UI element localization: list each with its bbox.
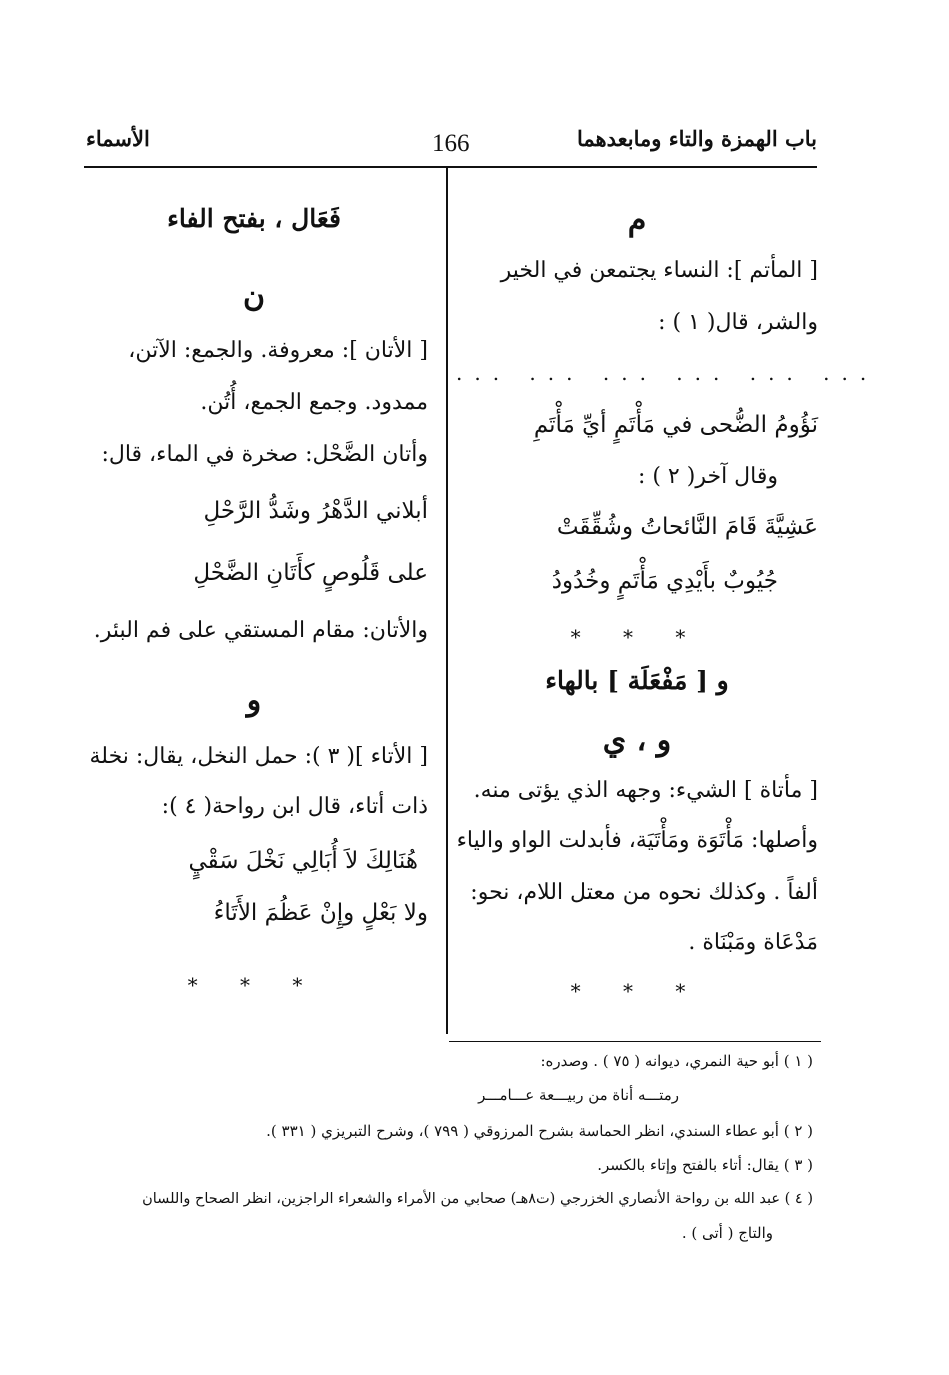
section-title: الأسماء xyxy=(86,126,150,151)
section-heading-faal: فَعَال ، بفتح الفاء xyxy=(167,204,341,233)
header-rule xyxy=(84,166,817,168)
verse-ellipsis: ... ... ... ... ... ... xyxy=(456,361,879,385)
verse2-line2: جُيُوبٌ بأَيْدِي مَأْتَمٍ وخُدُودُ xyxy=(551,568,778,594)
entry-matat-line1: [ مأتاة ] الشيء: وجهه الذي يؤتى منه. xyxy=(473,778,818,803)
section-heading-mafala: و [ مَفْعَلَة ] بالهاء xyxy=(545,666,729,695)
entry-matat-line3: ألفاً . وكذلك نحوه من معتل اللام، نحو: xyxy=(470,880,818,905)
column-divider xyxy=(446,168,448,1034)
separator-stars: * * * xyxy=(570,625,704,649)
entry-atan-line1: [ الأتان ]: معروفة. والجمع: الآتن، xyxy=(128,338,428,363)
entry-atan-well: والأتان: مقام المستقي على فم البئر. xyxy=(93,618,428,643)
footnote-2: ( ٢ ) أبو عطاء السندي، انظر الحماسة بشرح المرزوقي ( ٧٩٩ )، وشرح التبريزي ( ٣٣١ ). xyxy=(266,1122,813,1140)
verse-ataa-line2: ولا بَعْلٍ وإِنْ عَظُمَ الأَتَاءُ xyxy=(213,900,428,926)
verse1: نَؤُومُ الضُّحى في مَأْتَمٍ أيِّ مَأْتَمِ xyxy=(533,412,818,438)
entry-matam-line2: والشر، قال( ١ ) : xyxy=(658,310,818,335)
letter-heading-nun: ن xyxy=(242,279,266,314)
footnote-3: ( ٣ ) يقال: أتاء بالفتح وإتاء بالكسر. xyxy=(597,1156,813,1174)
footnote-1: ( ١ ) أبو حية النمري، ديوانه ( ٧٥ ) . وصدره: xyxy=(540,1052,813,1070)
end-stars-right: * * * xyxy=(570,979,704,1003)
entry-matat-line4: مَدْعَاة ومَبْنَاة . xyxy=(688,930,818,955)
letter-heading-mim: م xyxy=(627,203,647,238)
verse-atan-line2: على قَلُوصٍ كأَتَانِ الضَّحْلِ xyxy=(193,560,428,586)
qala-akhar: وقال آخر( ٢ ) : xyxy=(637,464,778,489)
end-stars-left: * * * xyxy=(187,973,321,997)
letter-heading-waw: و xyxy=(246,683,262,718)
entry-atan-dahl: وأتان الضَّحْل: صخرة في الماء، قال: xyxy=(101,442,428,467)
entry-ataa-line1: [ الأتاء ]( ٣ ): حمل النخل، يقال: نخلة xyxy=(89,744,428,769)
verse2-line1: عَشِيَّةَ قَامَ النَّائحاتُ وشُقِّقَتْ xyxy=(556,514,818,540)
footnote-1-verse: رمتـــه أناة من ربيـــعة عـــامـــر xyxy=(478,1086,679,1104)
footnote-4-line2: والتاج ( أتى ) . xyxy=(681,1224,773,1242)
entry-atan-line2: ممدود. وجمع الجمع، أُتُن. xyxy=(200,390,428,415)
footnote-rule xyxy=(449,1041,821,1042)
entry-ataa-line2: ذات أتاء، قال ابن رواحة( ٤ ): xyxy=(161,794,428,819)
letters-heading-waw-ya: و ، ي xyxy=(602,723,672,758)
page-number: 166 xyxy=(432,130,470,157)
entry-matam-line1: [ المأتم ]: النساء يجتمعن في الخير xyxy=(500,258,818,283)
entry-matat-line2: وأصلها: مَأْتَوَة ومَأْتَيَة، فأبدلت الواو والياء xyxy=(456,828,818,853)
verse-atan-line1: أبلاني الدَّهْرُ وشَدُّ الرَّحْلِ xyxy=(203,498,428,524)
verse-ataa-line1: هُنَالِكَ لاَ أُبَالِي نَخْلَ سَقْيٍ xyxy=(188,848,418,874)
footnote-4-line1: ( ٤ ) عبد الله بن رواحة الأنصاري الخزرجي (ت٨هـ) صحابي من الأمراء والشعراء الراجزين، انظر الصحاح واللسان xyxy=(142,1191,813,1207)
chapter-title: باب الهمزة والتاء ومابعدهما xyxy=(577,126,817,151)
